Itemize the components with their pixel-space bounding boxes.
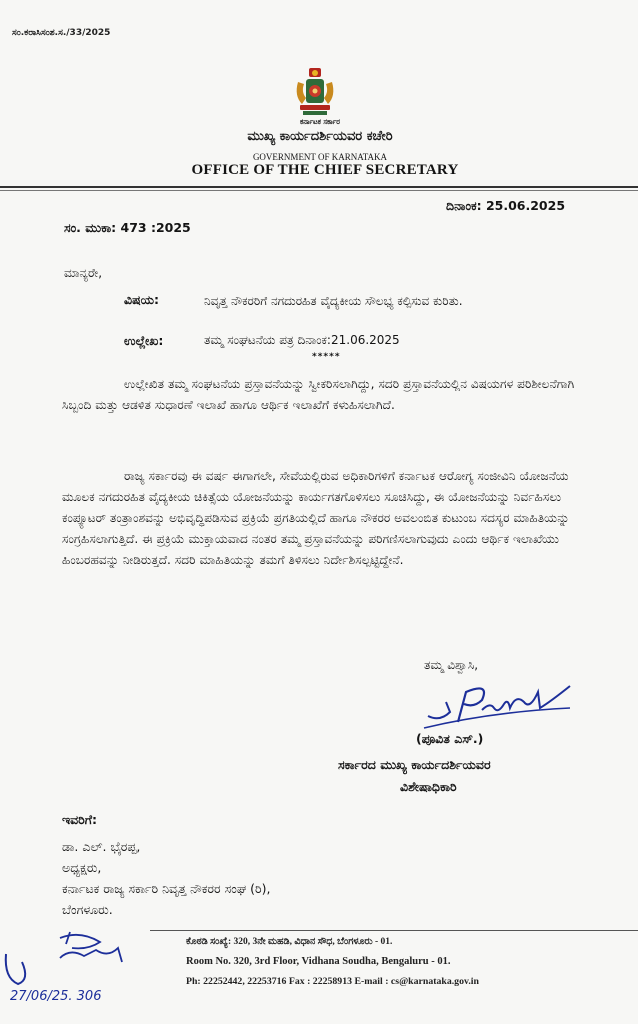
closing-phrase: ತಮ್ಮ ವಿಶ್ವಾಸಿ,: [424, 658, 479, 672]
recipient-label: ಇವರಿಗೆ:: [62, 812, 98, 827]
body-paragraph-1: ಉಲ್ಲೇಖಿತ ತಮ್ಮ ಸಂಘಟನೆಯ ಪ್ರಸ್ತಾವನೆಯನ್ನು ಸ್ವೀಕರಿಸಲಾಗಿದ್ದು, ಸದರಿ ಪ್ರಸ್ತಾವನೆಯಲ್ಲಿನ ವಿಷಯಗಳ ಪರಿಶೀಲನೆಗಾಗಿ ಸಿಬ್ಬಂದಿ ಮತ್ತು ಆಡಳಿತ ಸುಧಾರಣೆ ಇಲಾಖೆ ಹಾಗೂ ಆರ್ಥಿಕ ಇಲಾಖೆಗೆ ಕಳುಹಿಸಲಾಗಿದೆ.: [62, 377, 575, 412]
subject-label: ವಿಷಯ:: [124, 292, 159, 307]
kannada-government-title: ಕರ್ನಾಟಕ ಸರ್ಕಾರ: [300, 118, 340, 126]
letter-date: ದಿನಾಂಕ: 25.06.2025: [446, 198, 566, 213]
svg-text:27/06/25. 306: 27/06/25. 306: [10, 989, 102, 1004]
header-rule: [0, 186, 638, 188]
kannada-office-title: ಮುಖ್ಯ ಕಾರ್ಯದರ್ಶಿಯವರ ಕಚೇರಿ: [247, 129, 393, 144]
reference-text: ತಮ್ಮ ಸಂಘಟನೆಯ ಪತ್ರ ದಿನಾಂಕ:21.06.2025: [204, 333, 400, 347]
recipient-line-3: ಕರ್ನಾಟಕ ರಾಜ್ಯ ಸರ್ಕಾರಿ ನಿವೃತ್ತ ನೌಕರರ ಸಂಘ (ರಿ),: [62, 881, 271, 896]
subject-text: ನಿವೃತ್ತ ನೌಕರರಿಗೆ ನಗದುರಹಿತ ವೈದ್ಯಕೀಯ ಸೌಲಭ್ಯ ಕಲ್ಪಿಸುವ ಕುರಿತು.: [204, 294, 463, 308]
footer-contact: Ph: 22252442, 22253716 Fax : 22258913 E-mail : cs@karnataka.gov.in: [186, 976, 479, 987]
letter-reference-number: ಸಂ. ಮುಕಾ: 473 :2025: [64, 220, 191, 235]
signatory-name: (ಪೂವಿತ ಎಸ್.): [416, 731, 484, 746]
footer-english-address: Room No. 320, 3rd Floor, Vidhana Soudha, Bengaluru - 01.: [186, 956, 451, 967]
reference-label: ಉಲ್ಲೇಖ:: [124, 333, 164, 348]
karnataka-emblem-icon: [292, 66, 338, 118]
recipient-line-1: ಡಾ. ಎಲ್. ಭೈರಪ್ಪ,: [62, 839, 141, 854]
english-government-title: GOVERNMENT OF KARNATAKA: [252, 152, 388, 162]
file-reference: ಸಂ.ಕರಾಸಿಸಂಶ.ಸ./33/2025: [12, 28, 111, 38]
recipient-line-2: ಅಧ್ಯಕ್ಷರು,: [62, 860, 102, 875]
received-stamp-icon: [0, 928, 150, 1008]
salutation: ಮಾನ್ಯರೇ,: [64, 266, 103, 280]
signatory-designation-line-2: ವಿಶೇಷಾಧಿಕಾರಿ: [400, 779, 457, 794]
header-rule-thin: [0, 190, 638, 191]
signatory-designation-line-1: ಸರ್ಕಾರದ ಮುಖ್ಯ ಕಾರ್ಯದರ್ಶಿಯವರ: [338, 757, 491, 772]
body-paragraph-2: ರಾಜ್ಯ ಸರ್ಕಾರವು ಈ ವರ್ಷ ಈಗಾಗಲೇ, ಸೇವೆಯಲ್ಲಿರುವ ಅಧಿಕಾರಿಗಳಿಗೆ ಕರ್ನಾಟಕ ಆರೋಗ್ಯ ಸಂಜೀವಿನಿ ಯೋಜನೆಯ ಮೂಲಕ ನಗದುರಹಿತ ವೈದ್ಯಕೀಯ ಚಿಕಿತ್ಸೆಯ ಯೋಜನೆಯನ್ನು ಕಾರ್ಯಗತಗೊಳಿಸಲು ಸೂಚಿಸಿದ್ದು, ಈ ಯೋಜನೆಯನ್ನು ನಿರ್ವಹಿಸಲು ಕಂಪ್ಯೂಟರ್ ತಂತ್ರಾಂಶವನ್ನು ಅಭಿವೃದ್ಧಿಪಡಿಸುವ ಪ್ರಕ್ರಿಯೆ ಪ್ರಗತಿಯಲ್ಲಿದೆ ಹಾಗೂ ನೌಕರರ ಅವಲಂಬಿತ ಕುಟುಂಬ ಸದಸ್ಯರ ಮಾಹಿತಿಯನ್ನು ಸಂಗ್ರಹಿಸಲಾಗುತ್ತಿದೆ. ಈ ಪ್ರಕ್ರಿಯೆ ಮುಕ್ತಾಯವಾದ ನಂತರ ತಮ್ಮ ಪ್ರಸ್ತಾವನೆಯನ್ನು ಪರಿಗಣಿಸಲಾಗುವುದು ಎಂದು ಆರ್ಥಿಕ ಇಲಾಖೆಯು ಹಿಂಬರಹವನ್ನು ನೀಡಿರುತ್ತದೆ. ಸದರಿ ಮಾಹಿತಿಯನ್ನು ತಮಗೆ ತಿಳಿಸಲು ನಿರ್ದೇಶಿಸಲ್ಪಟ್ಟಿದ್ದೇನೆ.: [62, 469, 570, 567]
english-office-title: OFFICE OF THE CHIEF SECRETARY: [191, 162, 459, 178]
footer-kannada-address: ಕೊಠಡಿ ಸಂಖ್ಯೆ: 320, 3ನೇ ಮಹಡಿ, ವಿಧಾನ ಸೌಧ, ಬೆಂಗಳೂರು - 01.: [186, 937, 393, 947]
signature-icon: [420, 672, 580, 732]
recipient-line-4: ಬೆಂಗಳೂರು.: [62, 902, 113, 917]
footer-rule: [150, 930, 638, 931]
separator-stars: *****: [312, 352, 341, 362]
